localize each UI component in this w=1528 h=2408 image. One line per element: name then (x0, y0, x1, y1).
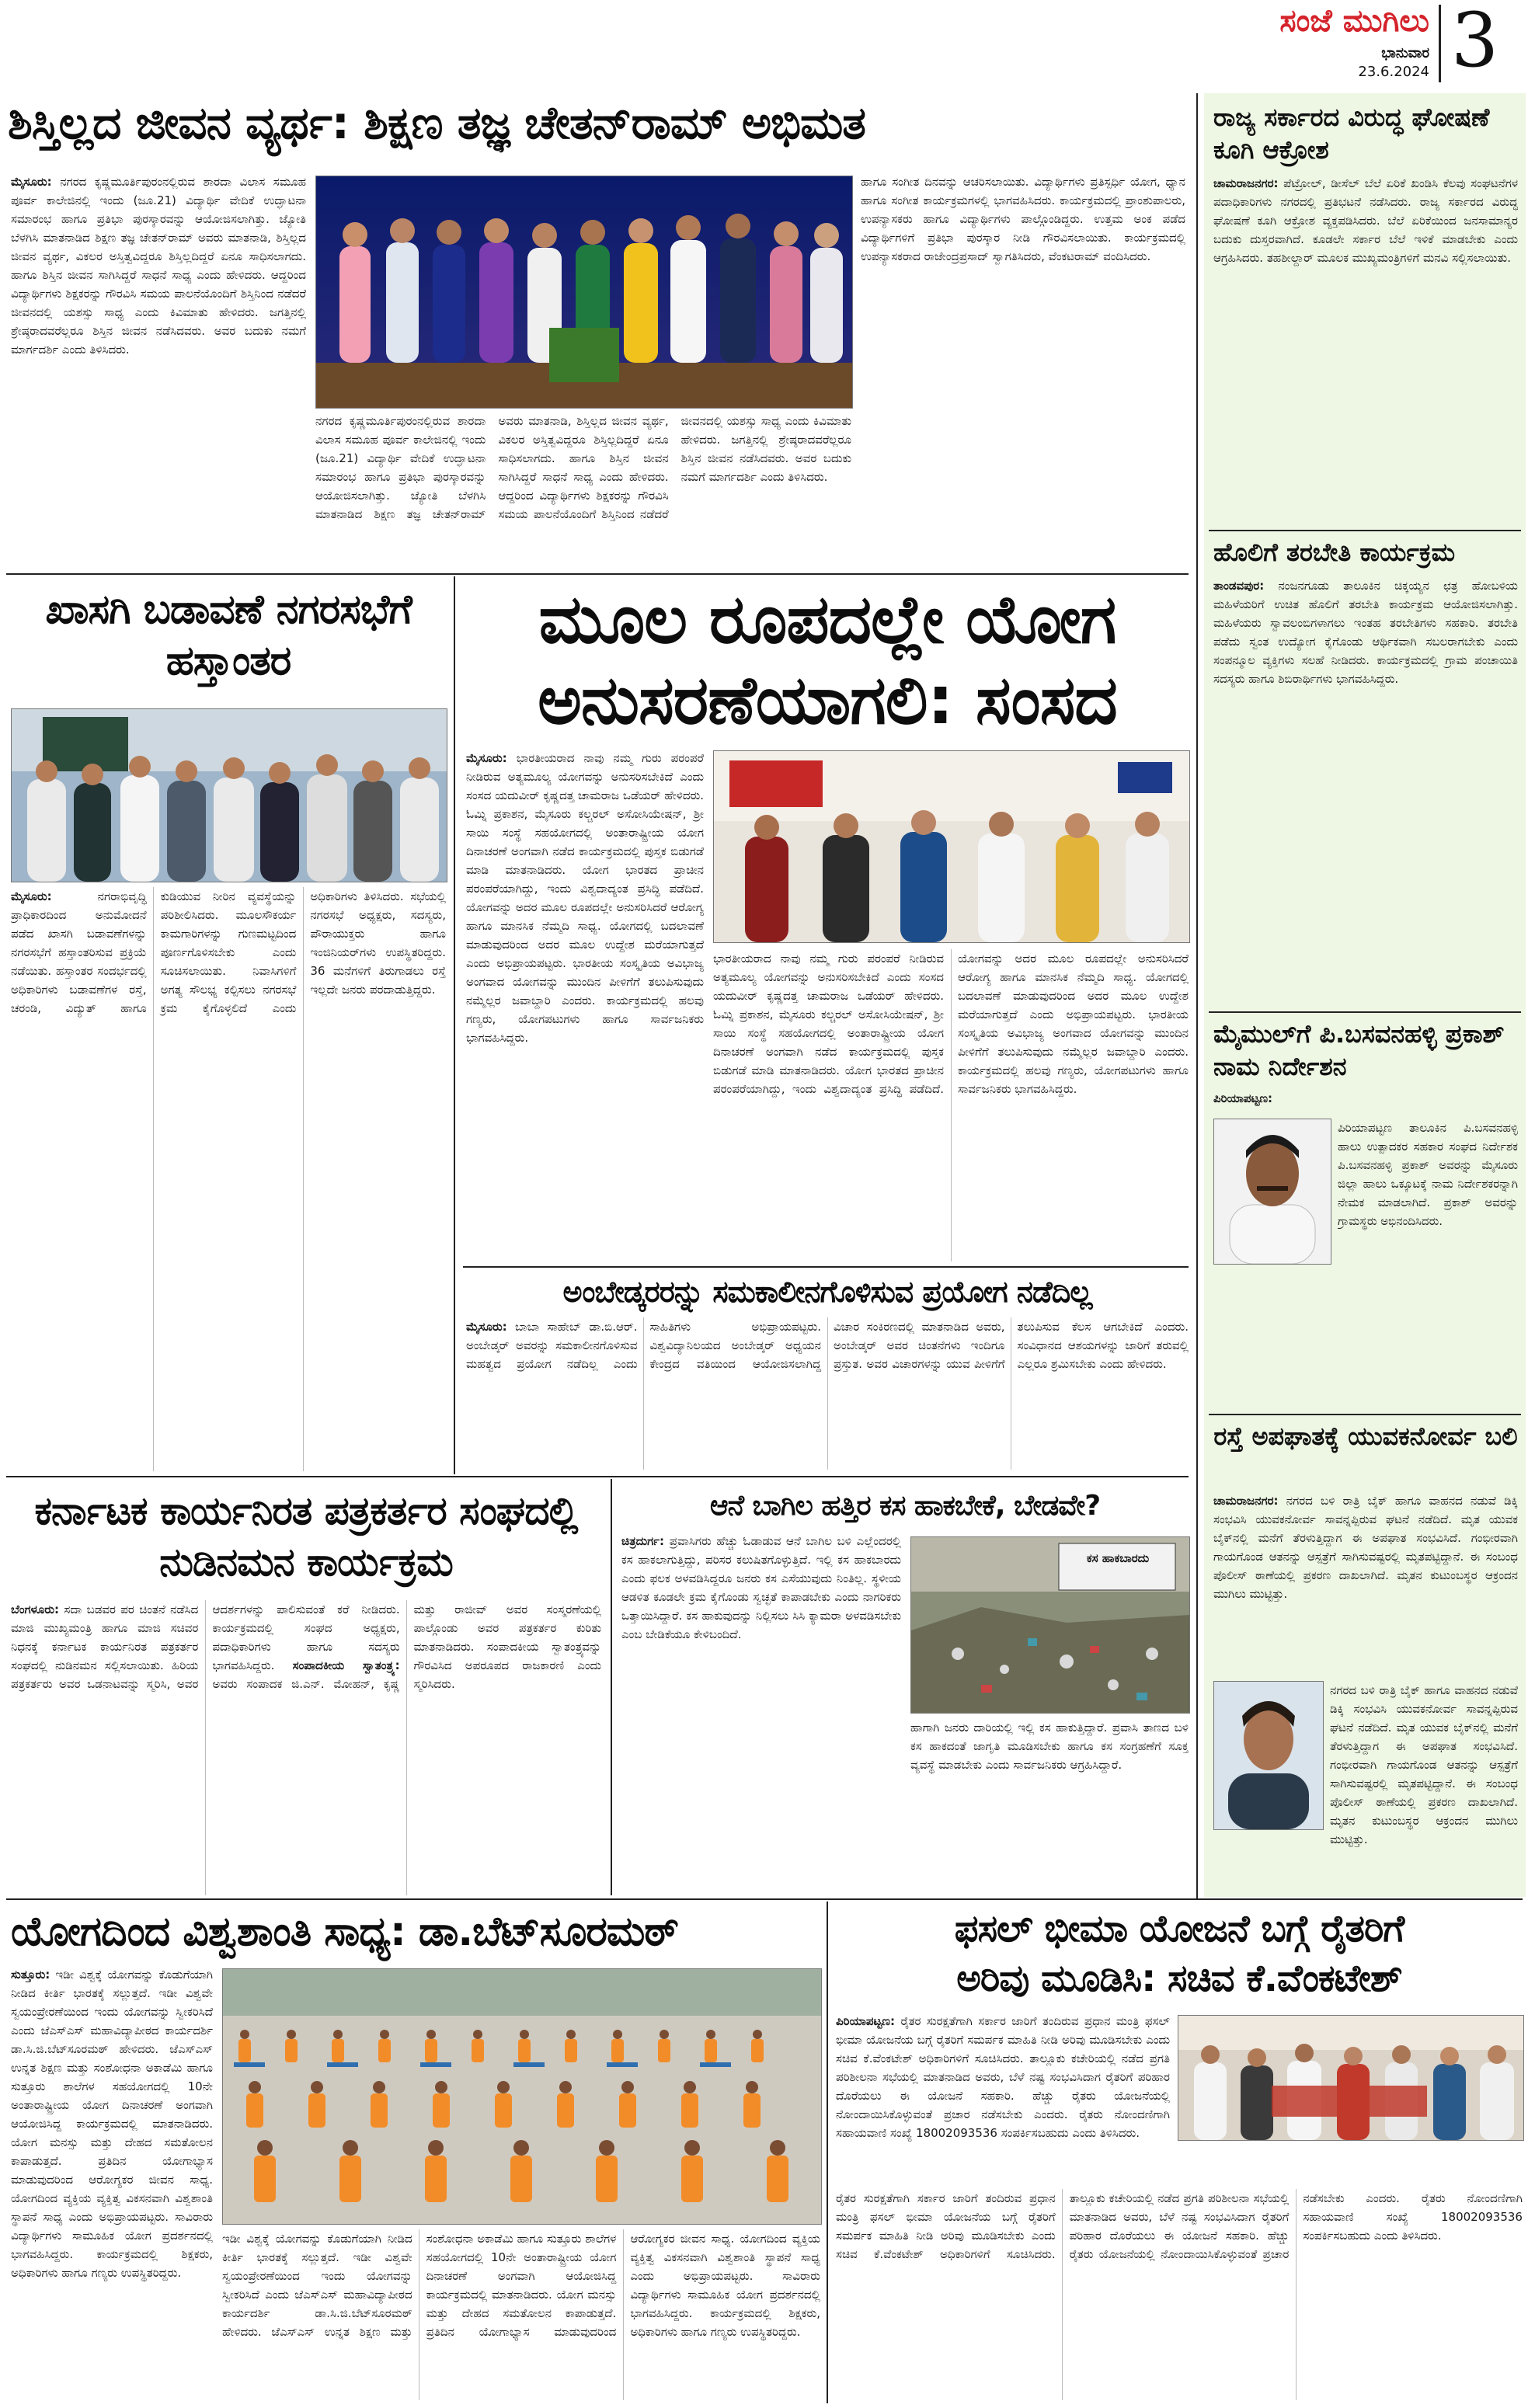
story7-headline: ಯೋಗದಿಂದ ವಿಶ್ವಶಾಂತಿ ಸಾಧ್ಯ: ಡಾ.ಬೆಟ್‌ಸೂರಮಠ್ (11, 1909, 678, 1955)
story2-headline: ಖಾಸಗಿ ಬಡಾವಣೆ ನಗರಸಭೆಗೆ ಹಸ್ತಾಂತರ (45, 586, 412, 684)
story3-photo (713, 750, 1190, 943)
story6-body2 (910, 1718, 1189, 1895)
rule-h2 (463, 1266, 1189, 1268)
sidebar (1204, 93, 1526, 1897)
story4-body-text: ಬಾಬಾ ಸಾಹೇಬ್ ಡಾ.ಬಿ.ಆರ್. ಅಂಬೇಡ್ಕರ್ ಅವರನ್ನು ಸಮಕಾಲೀನಗೊಳಿಸುವ ಮಹತ್ವದ ಪ್ರಯೋಗ ನಡೆದಿಲ್ಲ ಎಂದು ಸಾಹಿತಿಗಳು ಅಭಿಪ್ರಾಯಪಟ್ಟರು. ವಿಶ್ವವಿದ್ಯಾನಿಲಯದ ಅಂಬೇಡ್ಕರ್ ಅಧ್ಯಯನ ಕೇಂದ್ರದ ವತಿಯಿಂದ ಆಯೋಜಿಸಲಾಗಿದ್ದ ವಿಚಾರ ಸಂಕಿರಣದಲ್ಲಿ ಮಾತನಾಡಿದ ಅವರು, ಅಂಬೇಡ್ಕರ್ ಅವರ ಚಿಂತನೆಗಳು ಇಂದಿಗೂ ಪ್ರಸ್ತುತ. ಅವರ ವಿಚಾರಗಳನ್ನು ಯುವ ಪೀಳಿಗೆಗೆ ತಲುಪಿಸುವ ಕೆಲಸ ಆಗಬೇಕಿದೆ ಎಂದರು. ಸಂವಿಧಾನದ ಆಶಯಗಳನ್ನು ಜಾರಿಗೆ ತರುವಲ್ಲಿ ಎಲ್ಲರೂ ಶ್ರಮಿಸಬೇಕು ಎಂದು ಹೇಳಿದರು. (466, 1320, 1189, 1371)
masthead-divider (1439, 5, 1441, 82)
story5-sub-body: ಅವರು ಸಂಪಾದಕ ಜಿ.ಎನ್. ಮೋಹನ್, ಕೃಷ್ಣ ಮತ್ತು ರಾಜೀವ್ ಅವರ ಸಂಸ್ಮರಣೆಯಲ್ಲಿ ಪಾಲ್ಗೊಂಡು ಅವರ ಪತ್ರಕರ್ತರ ಕುರಿತು ಮಾತನಾಡಿದರು. ಸಂಪಾದಕೀಯ ಸ್ವಾತಂತ್ರ್ಯವನ್ನು ಗೌರವಿಸಿದ ಅಪರೂಪದ ರಾಜಕಾರಣಿ ಎಂದು ಸ್ಮರಿಸಿದರು. (212, 1602, 601, 1691)
story7-body-text: ಇಡೀ ವಿಶ್ವಕ್ಕೆ ಯೋಗವನ್ನು ಕೊಡುಗೆಯಾಗಿ ನೀಡಿದ ಕೀರ್ತಿ ಭಾರತಕ್ಕೆ ಸಲ್ಲುತ್ತದೆ. ಇಡೀ ವಿಶ್ವವೇ ಸ್ವಯಂಪ್ರೇರಣೆಯಿಂದ ಇಂದು ಯೋಗವನ್ನು ಸ್ವೀಕರಿಸಿದೆ ಎಂದು ಜೆಎಸ್‌ಎಸ್ ಮಹಾವಿದ್ಯಾಪೀಠದ ಕಾರ್ಯದರ್ಶಿ ಡಾ.ಸಿ.ಜಿ.ಬೆಟ್‌ಸೂರಮಠ್ ಹೇಳಿದರು. ಜೆಎಸ್‌ಎಸ್ ಉನ್ನತ ಶಿಕ್ಷಣ ಮತ್ತು ಸಂಶೋಧನಾ ಅಕಾಡೆಮಿ ಹಾಗೂ ಸುತ್ತೂರು ಶಾಲೆಗಳ ಸಹಯೋಗದಲ್ಲಿ 10ನೇ ಅಂತಾರಾಷ್ಟ್ರೀಯ ಯೋಗ ದಿನಾಚರಣೆ ಅಂಗವಾಗಿ ಆಯೋಜಿಸಿದ್ದ ಕಾರ್ಯಕ್ರಮದಲ್ಲಿ ಮಾತನಾಡಿದರು. ಯೋಗ ಮನಸ್ಸು ಮತ್ತು ದೇಹದ ಸಮತೋಲನ ಕಾಪಾಡುತ್ತದೆ. ಪ್ರತಿದಿನ ಯೋಗಾಭ್ಯಾಸ ಮಾಡುವುದರಿಂದ ಆರೋಗ್ಯಕರ ಜೀವನ ಸಾಧ್ಯ. ಯೋಗದಿಂದ ವ್ಯಕ್ತಿಯ ವ್ಯಕ್ತಿತ್ವ ವಿಕಸನವಾಗಿ ವಿಶ್ವಶಾಂತಿ ಸ್ಥಾಪನೆ ಸಾಧ್ಯ ಎಂದು ಅಭಿಪ್ರಾಯಪಟ್ಟರು. ಸಾವಿರಾರು ವಿದ್ಯಾರ್ಥಿಗಳು ಸಾಮೂಹಿಕ ಯೋಗ ಪ್ರದರ್ಶನದಲ್ಲಿ ಭಾಗವಹಿಸಿದ್ದರು. ಕಾರ್ಯಕ್ರಮದಲ್ಲಿ ಶಿಕ್ಷಕರು, ಅಧಿಕಾರಿಗಳು ಹಾಗೂ ಗಣ್ಯರು ಉಪಸ್ಥಿತರಿದ್ದರು. (11, 1968, 213, 2280)
sidebar-item4-body-bottom (1330, 1681, 1518, 1892)
sidebar-item1-headline: ರಾಜ್ಯ ಸರ್ಕಾರದ ವಿರುದ್ಧ ಘೋಷಣೆ ಕೂಗಿ ಆಕ್ರೋಶ (1213, 103, 1490, 165)
story6-body2-text: ಹಾಗಾಗಿ ಜನರು ದಾರಿಯಲ್ಲಿ ಇಲ್ಲಿ ಕಸ ಹಾಕುತ್ತಿದ್ದಾರೆ. ಪ್ರವಾಸಿ ತಾಣದ ಬಳಿ ಕಸ ಹಾಕದಂತೆ ಜಾಗೃತಿ ಮೂಡಿಸಬೇಕು ಹಾಗೂ ಕಸ ಸಂಗ್ರಹಣೆಗೆ ಸೂಕ್ತ ವ್ಯವಸ್ಥೆ ಮಾಡಬೇಕು ಎಂದು ಸಾರ್ವಜನಿಕರು ಆಗ್ರಹಿಸಿದ್ದಾರೆ. (910, 1721, 1189, 1772)
story8-body-top (836, 2012, 1170, 2183)
story2-body (11, 887, 446, 1471)
story3-headline-line2: ಅನುಸರಣೆಯಾಗಲಿ: ಸಂಸದ (538, 662, 1117, 739)
sidebar-item1-location: ಚಾಮರಾಜನಗರ: (1213, 176, 1279, 190)
story1-headline: ಶಿಸ್ತಿಲ್ಲದ ಜೀವನ ವ್ಯರ್ಥ: ಶಿಕ್ಷಣ ತಜ್ಞ ಚೇತನ್‌ರಾಮ್ ಅಭಿಮತ (8, 96, 866, 149)
sidebar-item2-text: ನಂಜನಗೂಡು ತಾಲೂಕಿನ ಚಿಕ್ಕಯ್ಯನ ಛತ್ರ ಹೋಬಳಿಯ ಮಹಿಳೆಯರಿಗೆ ಉಚಿತ ಹೊಲಿಗೆ ತರಬೇತಿ ಕಾರ್ಯಕ್ರಮ ಆಯೋಜಿಸಲಾಗಿತ್ತು. ಮಹಿಳೆಯರು ಸ್ವಾವಲಂಬಿಗಳಾಗಲು ಇಂತಹ ತರಬೇತಿಗಳು ಸಹಕಾರಿ. ತರಬೇತಿ ಪಡೆದು ಸ್ವಂತ ಉದ್ಯೋಗ ಕೈಗೊಂಡು ಆರ್ಥಿಕವಾಗಿ ಸಬಲರಾಗಬೇಕು ಎಂದು ಸಂಪನ್ಮೂಲ ವ್ಯಕ್ತಿಗಳು ಸಲಹೆ ನೀಡಿದರು. ಕಾರ್ಯಕ್ರಮದಲ್ಲಿ ಗ್ರಾಮ ಪಂಚಾಯಿತಿ ಸದಸ್ಯರು ಹಾಗೂ ಶಿಬಿರಾರ್ಥಿಗಳು ಭಾಗವಹಿಸಿದ್ದರು. (1213, 579, 1518, 686)
story2-photo (11, 708, 447, 882)
story8-body-bottom-text: ರೈತರ ಸುರಕ್ಷತೆಗಾಗಿ ಸರ್ಕಾರ ಜಾರಿಗೆ ತಂದಿರುವ ಪ್ರಧಾನ ಮಂತ್ರಿ ಫಸಲ್ ಭೀಮಾ ಯೋಜನೆಯ ಬಗ್ಗೆ ರೈತರಿಗೆ ಸಮರ್ಪಕ ಮಾಹಿತಿ ನೀಡಿ ಅರಿವು ಮೂಡಿಸಬೇಕು ಎಂದು ಸಚಿವ ಕೆ.ವೆಂಕಟೇಶ್ ಅಧಿಕಾರಿಗಳಿಗೆ ಸೂಚಿಸಿದರು. ತಾಲ್ಲೂಕು ಕಚೇರಿಯಲ್ಲಿ ನಡೆದ ಪ್ರಗತಿ ಪರಿಶೀಲನಾ ಸಭೆಯಲ್ಲಿ ಮಾತನಾಡಿದ ಅವರು, ಬೆಳೆ ನಷ್ಟ ಸಂಭವಿಸಿದಾಗ ರೈತರಿಗೆ ಪರಿಹಾರ ದೊರೆಯಲು ಈ ಯೋಜನೆ ಸಹಕಾರಿ. ಹೆಚ್ಚು ರೈತರು ಯೋಜನೆಯಲ್ಲಿ ನೋಂದಾಯಿಸಿಕೊಳ್ಳುವಂತೆ ಪ್ರಚಾರ ನಡೆಸಬೇಕು ಎಂದರು. ರೈತರು ನೋಂದಣಿಗಾಗಿ ಸಹಾಯವಾಣಿ ಸಂಖ್ಯೆ 18002093536 ಸಂಪರ್ಕಿಸಬಹುದು ಎಂದು ತಿಳಿಸಿದರು. (836, 2191, 1523, 2261)
sidebar-item4-headline: ರಸ್ತೆ ಅಪಘಾತಕ್ಕೆ ಯುವಕನೋರ್ವ ಬಲಿ (1213, 1421, 1518, 1451)
story7-body-right-text: ಇಡೀ ವಿಶ್ವಕ್ಕೆ ಯೋಗವನ್ನು ಕೊಡುಗೆಯಾಗಿ ನೀಡಿದ ಕೀರ್ತಿ ಭಾರತಕ್ಕೆ ಸಲ್ಲುತ್ತದೆ. ಇಡೀ ವಿಶ್ವವೇ ಸ್ವಯಂಪ್ರೇರಣೆಯಿಂದ ಇಂದು ಯೋಗವನ್ನು ಸ್ವೀಕರಿಸಿದೆ ಎಂದು ಜೆಎಸ್‌ಎಸ್ ಮಹಾವಿದ್ಯಾಪೀಠದ ಕಾರ್ಯದರ್ಶಿ ಡಾ.ಸಿ.ಜಿ.ಬೆಟ್‌ಸೂರಮಠ್ ಹೇಳಿದರು. ಜೆಎಸ್‌ಎಸ್ ಉನ್ನತ ಶಿಕ್ಷಣ ಮತ್ತು ಸಂಶೋಧನಾ ಅಕಾಡೆಮಿ ಹಾಗೂ ಸುತ್ತೂರು ಶಾಲೆಗಳ ಸಹಯೋಗದಲ್ಲಿ 10ನೇ ಅಂತಾರಾಷ್ಟ್ರೀಯ ಯೋಗ ದಿನಾಚರಣೆ ಅಂಗವಾಗಿ ಆಯೋಜಿಸಿದ್ದ ಕಾರ್ಯಕ್ರಮದಲ್ಲಿ ಮಾತನಾಡಿದರು. ಯೋಗ ಮನಸ್ಸು ಮತ್ತು ದೇಹದ ಸಮತೋಲನ ಕಾಪಾಡುತ್ತದೆ. ಪ್ರತಿದಿನ ಯೋಗಾಭ್ಯಾಸ ಮಾಡುವುದರಿಂದ ಆರೋಗ್ಯಕರ ಜೀವನ ಸಾಧ್ಯ. ಯೋಗದಿಂದ ವ್ಯಕ್ತಿಯ ವ್ಯಕ್ತಿತ್ವ ವಿಕಸನವಾಗಿ ವಿಶ್ವಶಾಂತಿ ಸ್ಥಾಪನೆ ಸಾಧ್ಯ ಎಂದು ಅಭಿಪ್ರಾಯಪಟ್ಟರು. ಸಾವಿರಾರು ವಿದ್ಯಾರ್ಥಿಗಳು ಸಾಮೂಹಿಕ ಯೋಗ ಪ್ರದರ್ಶನದಲ್ಲಿ ಭಾಗವಹಿಸಿದ್ದರು. ಕಾರ್ಯಕ್ರಮದಲ್ಲಿ ಶಿಕ್ಷಕರು, ಅಧಿಕಾರಿಗಳು ಹಾಗೂ ಗಣ್ಯರು ಉಪಸ್ಥಿತರಿದ್ದರು. (222, 2232, 820, 2339)
sidebar-rule3 (1209, 1414, 1521, 1415)
sidebar-item2-location: ತಾಂಡವಪುರ: (1213, 579, 1265, 593)
sidebar-item4-text: ನಗರದ ಬಳಿ ರಾತ್ರಿ ಬೈಕ್ ಹಾಗೂ ವಾಹನದ ನಡುವೆ ಡಿಕ್ಕಿ ಸಂಭವಿಸಿ ಯುವಕನೋರ್ವ ಸಾವನ್ನಪ್ಪಿರುವ ಘಟನೆ ನಡೆದಿದೆ. ಮೃತ ಯುವಕ ಬೈಕ್‌ನಲ್ಲಿ ಮನೆಗೆ ತೆರಳುತ್ತಿದ್ದಾಗ ಈ ಅಪಘಾತ ಸಂಭವಿಸಿದೆ. ಗಂಭೀರವಾಗಿ ಗಾಯಗೊಂಡ ಆತನನ್ನು ಆಸ್ಪತ್ರೆಗೆ ಸಾಗಿಸುವಷ್ಟರಲ್ಲಿ ಮೃತಪಟ್ಟಿದ್ದಾನೆ. ಈ ಸಂಬಂಧ ಪೊಲೀಸ್ ಠಾಣೆಯಲ್ಲಿ ಪ್ರಕರಣ ದಾಖಲಾಗಿದೆ. ಮೃತನ ಕುಟುಂಬಸ್ಥರ ಆಕ್ರಂದನ ಮುಗಿಲು ಮುಟ್ಟಿತ್ತು. (1213, 1494, 1518, 1601)
rule-v-sidebar (1196, 93, 1198, 1898)
rule-v2 (611, 1479, 612, 1895)
story5-sub-location: ಸಂಪಾದಕೀಯ ಸ್ವಾತಂತ್ರ್ಯ: (292, 1658, 400, 1672)
story1-body-middle (315, 412, 851, 567)
rule-v3 (827, 1902, 828, 2403)
sidebar-item2-body (1213, 576, 1518, 1008)
rule-h4 (6, 1898, 1523, 1900)
story8-body-text: ರೈತರ ಸುರಕ್ಷತೆಗಾಗಿ ಸರ್ಕಾರ ಜಾರಿಗೆ ತಂದಿರುವ ಪ್ರಧಾನ ಮಂತ್ರಿ ಫಸಲ್ ಭೀಮಾ ಯೋಜನೆಯ ಬಗ್ಗೆ ರೈತರಿಗೆ ಸಮರ್ಪಕ ಮಾಹಿತಿ ನೀಡಿ ಅರಿವು ಮೂಡಿಸಬೇಕು ಎಂದು ಸಚಿವ ಕೆ.ವೆಂಕಟೇಶ್ ಅಧಿಕಾರಿಗಳಿಗೆ ಸೂಚಿಸಿದರು. ತಾಲ್ಲೂಕು ಕಚೇರಿಯಲ್ಲಿ ನಡೆದ ಪ್ರಗತಿ ಪರಿಶೀಲನಾ ಸಭೆಯಲ್ಲಿ ಮಾತನಾಡಿದ ಅವರು, ಬೆಳೆ ನಷ್ಟ ಸಂಭವಿಸಿದಾಗ ರೈತರಿಗೆ ಪರಿಹಾರ ದೊರೆಯಲು ಈ ಯೋಜನೆ ಸಹಕಾರಿ. ಹೆಚ್ಚು ರೈತರು ಯೋಜನೆಯಲ್ಲಿ ನೋಂದಾಯಿಸಿಕೊಳ್ಳುವಂತೆ ಪ್ರಚಾರ ನಡೆಸಬೇಕು ಎಂದರು. ರೈತರು ನೋಂದಣಿಗಾಗಿ ಸಹಾಯವಾಣಿ ಸಂಖ್ಯೆ 18002093536 ಸಂಪರ್ಕಿಸಬಹುದು ಎಂದು ತಿಳಿಸಿದರು. (836, 2014, 1170, 2140)
story3-body-left (466, 749, 704, 1261)
story1-body-right (861, 172, 1185, 569)
story6-location: ಚಿತ್ರದುರ್ಗ: (621, 1534, 665, 1548)
sidebar-item4-photo (1213, 1681, 1324, 1830)
sidebar-item2-headline: ಹೊಲಿಗೆ ತರಬೇತಿ ಕಾರ್ಯಕ್ರಮ (1213, 538, 1456, 567)
story5-body (11, 1600, 601, 1895)
story4-headline: ಅಂಬೇಡ್ಕರರನ್ನು ಸಮಕಾಲೀನಗೊಳಿಸುವ ಪ್ರಯೋಗ ನಡೆದಿಲ್ಲ (562, 1275, 1092, 1309)
story7-body-left (11, 1965, 213, 2400)
story4-body (466, 1317, 1189, 1470)
sidebar-item3-photo (1213, 1119, 1331, 1265)
story3-location: ಮೈಸೂರು: (466, 751, 507, 765)
rule-h3 (6, 1476, 1189, 1477)
sidebar-item3-location: ಪಿರಿಯಾಪಟ್ಟಣ: (1213, 1091, 1273, 1105)
story1-photo (315, 176, 853, 409)
story2-location: ಮೈಸೂರು: (11, 889, 52, 903)
story3-body-right-text: ಭಾರತೀಯರಾದ ನಾವು ನಮ್ಮ ಗುರು ಪರಂಪರೆ ನೀಡಿರುವ ಅತ್ಯಮೂಲ್ಯ ಯೋಗವನ್ನು ಅನುಸರಿಸಬೇಕಿದೆ ಎಂದು ಸಂಸದ ಯದುವೀರ್ ಕೃಷ್ಣದತ್ತ ಚಾಮರಾಜ ಒಡೆಯರ್ ಹೇಳಿದರು. ಓಮ್ನಿ ಪ್ರಕಾಶನ, ಮೈಸೂರು ಕಲ್ಚರಲ್ ಅಸೋಸಿಯೇಷನ್, ಶ್ರೀ ಸಾಯಿ ಸಂಸ್ಥೆ ಸಹಯೋಗದಲ್ಲಿ ಅಂತಾರಾಷ್ಟ್ರೀಯ ಯೋಗ ದಿನಾಚರಣೆ ಅಂಗವಾಗಿ ನಡೆದ ಕಾರ್ಯಕ್ರಮದಲ್ಲಿ ಪುಸ್ತಕ ಬಿಡುಗಡೆ ಮಾಡಿ ಮಾತನಾಡಿದರು. ಯೋಗ ಭಾರತದ ಪ್ರಾಚೀನ ಪರಂಪರೆಯಾಗಿದ್ದು, ಇಂದು ವಿಶ್ವದಾದ್ಯಂತ ಪ್ರಸಿದ್ಧಿ ಪಡೆದಿದೆ. ಯೋಗವನ್ನು ಅದರ ಮೂಲ ರೂಪದಲ್ಲೇ ಅನುಸರಿಸಿದರೆ ಆರೋಗ್ಯ ಹಾಗೂ ಮಾನಸಿಕ ನೆಮ್ಮದಿ ಸಾಧ್ಯ. ಯೋಗದಲ್ಲಿ ಬದಲಾವಣೆ ಮಾಡುವುದರಿಂದ ಅದರ ಮೂಲ ಉದ್ದೇಶ ಮರೆಯಾಗುತ್ತದೆ ಎಂದು ಅಭಿಪ್ರಾಯಪಟ್ಟರು. ಭಾರತೀಯ ಸಂಸ್ಕೃತಿಯ ಅವಿಭಾಜ್ಯ ಅಂಗವಾದ ಯೋಗವನ್ನು ಮುಂದಿನ ಪೀಳಿಗೆಗೆ ತಲುಪಿಸುವುದು ನಮ್ಮೆಲ್ಲರ ಜವಾಬ್ದಾರಿ ಎಂದರು. ಕಾರ್ಯಕ್ರಮದಲ್ಲಿ ಹಲವು ಗಣ್ಯರು, ಯೋಗಪಟುಗಳು ಹಾಗೂ ಸಾರ್ವಜನಿಕರು ಭಾಗವಹಿಸಿದ್ದರು. (713, 952, 1189, 1096)
story3-body-right (713, 949, 1189, 1261)
story1-location: ಮೈಸೂರು: (11, 175, 52, 189)
story1-body-right-text: ಹಾಗೂ ಸಂಗೀತ ದಿನವನ್ನು ಆಚರಿಸಲಾಯಿತು. ವಿದ್ಯಾರ್ಥಿಗಳು ಪ್ರತಿಸ್ಪರ್ಧಿ ಯೋಗ, ಧ್ಯಾನ ಹಾಗೂ ಸಂಗೀತ ಕಾರ್ಯಕ್ರಮಗಳಲ್ಲಿ ಭಾಗವಹಿಸಿದರು. ಕಾರ್ಯಕ್ರಮದಲ್ಲಿ ಪ್ರಾಂಶುಪಾಲರು, ಉಪನ್ಯಾಸಕರು ಹಾಗೂ ವಿದ್ಯಾರ್ಥಿಗಳು ಪಾಲ್ಗೊಂಡಿದ್ದರು. ಉತ್ತಮ ಅಂಕ ಪಡೆದ ವಿದ್ಯಾರ್ಥಿಗಳಿಗೆ ಪ್ರತಿಭಾ ಪುರಸ್ಕಾರ ನೀಡಿ ಗೌರವಿಸಲಾಯಿತು. ಕಾರ್ಯಕ್ರಮದಲ್ಲಿ ಉಪನ್ಯಾಸಕರಾದ ರಾಜೇಂದ್ರಪ್ರಸಾದ್ ಸ್ವಾಗತಿಸಿದರು, ವೆಂಕಟರಾಮ್ ವಂದಿಸಿದರು. (861, 175, 1185, 263)
sidebar-item4-location: ಚಾಮರಾಜನಗರ: (1213, 1494, 1279, 1508)
sidebar-item1-text: ಪೆಟ್ರೋಲ್, ಡೀಸೆಲ್ ಬೆಲೆ ಏರಿಕೆ ಖಂಡಿಸಿ ಕೆಲವು ಸಂಘಟನೆಗಳ ಪದಾಧಿಕಾರಿಗಳು ನಗರದಲ್ಲಿ ಪ್ರತಿಭಟನೆ ನಡೆಸಿದರು. ರಾಜ್ಯ ಸರ್ಕಾರದ ವಿರುದ್ಧ ಘೋಷಣೆ ಕೂಗಿ ಆಕ್ರೋಶ ವ್ಯಕ್ತಪಡಿಸಿದರು. ಬೆಲೆ ಏರಿಕೆಯಿಂದ ಜನಸಾಮಾನ್ಯರ ಬದುಕು ದುಸ್ತರವಾಗಿದೆ. ಕೂಡಲೇ ಸರ್ಕಾರ ಬೆಲೆ ಇಳಿಕೆ ಮಾಡಬೇಕು ಎಂದು ಆಗ್ರಹಿಸಿದರು. ತಹಶೀಲ್ದಾರ್ ಮೂಲಕ ಮುಖ್ಯಮಂತ್ರಿಗಳಿಗೆ ಮನವಿ ಸಲ್ಲಿಸಲಾಯಿತು. (1213, 176, 1518, 265)
story8-location: ಪಿರಿಯಾಪಟ್ಟಣ: (836, 2014, 896, 2028)
rule-v1 (454, 576, 455, 1474)
story1-body-text: ನಗರದ ಕೃಷ್ಣಮೂರ್ತಿಪುರಂನಲ್ಲಿರುವ ಶಾರದಾ ವಿಲಾಸ ಸಮೂಹ ಪೂರ್ವ ಕಾಲೇಜಿನಲ್ಲಿ ಇಂದು (ಜೂ.21) ವಿದ್ಯಾರ್ಥಿ ವೇದಿಕೆ ಉದ್ಘಾಟನಾ ಸಮಾರಂಭ ಹಾಗೂ ಪ್ರತಿಭಾ ಪುರಸ್ಕಾರವನ್ನು ಆಯೋಜಿಸಲಾಗಿತ್ತು. ಜ್ಯೋತಿ ಬೆಳಗಿಸಿ ಮಾತನಾಡಿದ ಶಿಕ್ಷಣ ತಜ್ಞ ಚೇತನ್‌ರಾಮ್ ಅವರು ಮಾತನಾಡಿ, ಶಿಸ್ತಿಲ್ಲದ ಜೀವನ ವ್ಯರ್ಥ, ವಿಕಲರ ಅಸ್ತಿತ್ವವಿದ್ದರೂ ಶಿಸ್ತಿಲ್ಲದಿದ್ದರೆ ಏನೂ ಸಾಧಿಸಲಾಗದು. ಹಾಗೂ ಶಿಸ್ತಿನ ಜೀವನ ಸಾಗಿಸಿದ್ದರೆ ಸಾಧನೆ ಸಾಧ್ಯ ಎಂದು ಹೇಳಿದರು. ಆದ್ದರಿಂದ ವಿದ್ಯಾರ್ಥಿಗಳು ಶಿಕ್ಷಕರನ್ನು ಗೌರವಿಸಿ ಸಮಯ ಪಾಲನೆಯೊಂದಿಗೆ ಶಿಸ್ತಿನಿಂದ ನಡೆದರೆ ಜೀವನದಲ್ಲಿ ಯಶಸ್ಸು ಸಾಧ್ಯ ಎಂದು ಕಿವಿಮಾತು ಹೇಳಿದರು. ಜಗತ್ತಿನಲ್ಲಿ ಶ್ರೇಷ್ಠರಾದವರೆಲ್ಲರೂ ಶಿಸ್ತಿನ ಜೀವನ ನಡೆಸಿದವರು. ಅವರ ಬದುಕು ನಮಗೆ ಮಾರ್ಗದರ್ಶಿ ಎಂದು ತಿಳಿಸಿದರು. (11, 175, 306, 357)
sidebar-item4-body-top (1213, 1491, 1518, 1675)
sidebar-rule1 (1209, 530, 1521, 531)
sidebar-item1-body (1213, 174, 1518, 527)
story7-photo (222, 1968, 822, 2225)
story8-headline-line1: ಫಸಲ್ ಭೀಮಾ ಯೋಜನೆ ಬಗ್ಗೆ ರೈತರಿಗೆ (954, 1907, 1404, 1950)
page-number: 3 (1451, 0, 1499, 84)
masthead (1165, 0, 1528, 90)
story1-body-middle-text: ನಗರದ ಕೃಷ್ಣಮೂರ್ತಿಪುರಂನಲ್ಲಿರುವ ಶಾರದಾ ವಿಲಾಸ ಸಮೂಹ ಪೂರ್ವ ಕಾಲೇಜಿನಲ್ಲಿ ಇಂದು (ಜೂ.21) ವಿದ್ಯಾರ್ಥಿ ವೇದಿಕೆ ಉದ್ಘಾಟನಾ ಸಮಾರಂಭ ಹಾಗೂ ಪ್ರತಿಭಾ ಪುರಸ್ಕಾರವನ್ನು ಆಯೋಜಿಸಲಾಗಿತ್ತು. ಜ್ಯೋತಿ ಬೆಳಗಿಸಿ ಮಾತನಾಡಿದ ಶಿಕ್ಷಣ ತಜ್ಞ ಚೇತನ್‌ರಾಮ್ ಅವರು ಮಾತನಾಡಿ, ಶಿಸ್ತಿಲ್ಲದ ಜೀವನ ವ್ಯರ್ಥ, ವಿಕಲರ ಅಸ್ತಿತ್ವವಿದ್ದರೂ ಶಿಸ್ತಿಲ್ಲದಿದ್ದರೆ ಏನೂ ಸಾಧಿಸಲಾಗದು. ಹಾಗೂ ಶಿಸ್ತಿನ ಜೀವನ ಸಾಗಿಸಿದ್ದರೆ ಸಾಧನೆ ಸಾಧ್ಯ ಎಂದು ಹೇಳಿದರು. ಆದ್ದರಿಂದ ವಿದ್ಯಾರ್ಥಿಗಳು ಶಿಕ್ಷಕರನ್ನು ಗೌರವಿಸಿ ಸಮಯ ಪಾಲನೆಯೊಂದಿಗೆ ಶಿಸ್ತಿನಿಂದ ನಡೆದರೆ ಜೀವನದಲ್ಲಿ ಯಶಸ್ಸು ಸಾಧ್ಯ ಎಂದು ಕಿವಿಮಾತು ಹೇಳಿದರು. ಜಗತ್ತಿನಲ್ಲಿ ಶ್ರೇಷ್ಠರಾದವರೆಲ್ಲರೂ ಶಿಸ್ತಿನ ಜೀವನ ನಡೆಸಿದವರು. ಅವರ ಬದುಕು ನಮಗೆ ಮಾರ್ಗದರ್ಶಿ ಎಂದು ತಿಳಿಸಿದರು. (315, 414, 851, 521)
story6-body (621, 1532, 901, 1895)
story8-headline-line2: ಅರಿವು ಮೂಡಿಸಿ: ಸಚಿವ ಕೆ.ವೆಂಕಟೇಶ್ (956, 1957, 1402, 2000)
story4-location: ಮೈಸೂರು: (466, 1320, 507, 1334)
rule-h1 (6, 573, 1189, 575)
story3-headline-line1: ಮೂಲ ರೂಪದಲ್ಲೇ ಯೋಗ (538, 581, 1116, 659)
story7-body-right (222, 2229, 820, 2400)
masthead-day: ಭಾನುವಾರ (1381, 45, 1429, 61)
story2-body-text: ನಗರಾಭಿವೃದ್ಧಿ ಪ್ರಾಧಿಕಾರದಿಂದ ಅನುಮೋದನೆ ಪಡೆದ ಖಾಸಗಿ ಬಡಾವಣೆಗಳನ್ನು ನಗರಸಭೆಗೆ ಹಸ್ತಾಂತರಿಸುವ ಪ್ರಕ್ರಿಯೆ ನಡೆಯಿತು. ಹಸ್ತಾಂತರ ಸಂದರ್ಭದಲ್ಲಿ ಅಧಿಕಾರಿಗಳು ಬಡಾವಣೆಗಳ ರಸ್ತೆ, ಚರಂಡಿ, ವಿದ್ಯುತ್ ಹಾಗೂ ಕುಡಿಯುವ ನೀರಿನ ವ್ಯವಸ್ಥೆಯನ್ನು ಪರಿಶೀಲಿಸಿದರು. ಮೂಲಸೌಕರ್ಯ ಕಾಮಗಾರಿಗಳನ್ನು ಗುಣಮಟ್ಟದಿಂದ ಪೂರ್ಣಗೊಳಿಸಬೇಕು ಎಂದು ಸೂಚಿಸಲಾಯಿತು. ನಿವಾಸಿಗಳಿಗೆ ಅಗತ್ಯ ಸೌಲಭ್ಯ ಕಲ್ಪಿಸಲು ನಗರಸಭೆ ಕ್ರಮ ಕೈಗೊಳ್ಳಲಿದೆ ಎಂದು ಅಧಿಕಾರಿಗಳು ತಿಳಿಸಿದರು. ಸಭೆಯಲ್ಲಿ ನಗರಸಭೆ ಅಧ್ಯಕ್ಷರು, ಸದಸ್ಯರು, ಪೌರಾಯುಕ್ತರು ಹಾಗೂ ಇಂಜಿನಿಯರ್‌ಗಳು ಉಪಸ್ಥಿತರಿದ್ದರು. 36 ಮನೆಗಳಿಗೆ ತಿರುಗಾಡಲು ರಸ್ತೆ ಇಲ್ಲದೇ ಜನರು ಪರದಾಡುತ್ತಿದ್ದರು. (11, 889, 446, 1015)
story5-body-text: ಸದಾ ಬಡವರ ಪರ ಚಿಂತನೆ ನಡೆಸಿದ ಮಾಜಿ ಮುಖ್ಯಮಂತ್ರಿ ಹಾಗೂ ಮಾಜಿ ಸಚಿವರ ನಿಧನಕ್ಕೆ ಕರ್ನಾಟಕ ಕಾರ್ಯನಿರತ ಪತ್ರಕರ್ತರ ಸಂಘದಲ್ಲಿ ನುಡಿನಮನ ಸಲ್ಲಿಸಲಾಯಿತು. ಹಿರಿಯ ಪತ್ರಕರ್ತರು ಅವರ ಒಡನಾಟವನ್ನು ಸ್ಮರಿಸಿ, ಅವರ ಆದರ್ಶಗಳನ್ನು ಪಾಲಿಸುವಂತೆ ಕರೆ ನೀಡಿದರು. ಕಾರ್ಯಕ್ರಮದಲ್ಲಿ ಸಂಘದ ಅಧ್ಯಕ್ಷರು, ಪದಾಧಿಕಾರಿಗಳು ಹಾಗೂ ಸದಸ್ಯರು ಭಾಗವಹಿಸಿದ್ದರು. (11, 1602, 400, 1691)
sidebar-item3-headline: ಮೈಮುಲ್‌ಗೆ ಪಿ.ಬಸವನಹಳ್ಳಿ ಪ್ರಕಾಶ್ ನಾಮ ನಿರ್ದೇಶನ (1213, 1019, 1505, 1081)
story6-body-text: ಪ್ರವಾಸಿಗರು ಹೆಚ್ಚು ಓಡಾಡುವ ಆನೆ ಬಾಗಿಲ ಬಳಿ ಎಲ್ಲೆಂದರಲ್ಲಿ ಕಸ ಹಾಕಲಾಗುತ್ತಿದ್ದು, ಪರಿಸರ ಕಲುಷಿತಗೊಳ್ಳುತ್ತಿದೆ. ಇಲ್ಲಿ ಕಸ ಹಾಕಬಾರದು ಎಂದು ಫಲಕ ಅಳವಡಿಸಿದ್ದರೂ ಜನರು ಕಸ ಎಸೆಯುವುದು ನಿಂತಿಲ್ಲ. ಸ್ಥಳೀಯ ಆಡಳಿತ ಕೂಡಲೇ ಕ್ರಮ ಕೈಗೊಂಡು ಸ್ವಚ್ಛತೆ ಕಾಪಾಡಬೇಕು ಎಂದು ನಾಗರಿಕರು ಒತ್ತಾಯಿಸಿದ್ದಾರೆ. ಕಸ ಹಾಕುವುದನ್ನು ನಿಲ್ಲಿಸಲು ಸಿಸಿ ಕ್ಯಾಮರಾ ಅಳವಡಿಸಬೇಕು ಎಂಬ ಬೇಡಿಕೆಯೂ ಕೇಳಿಬಂದಿದೆ. (621, 1534, 901, 1641)
story6-photo (910, 1536, 1190, 1714)
sidebar-item4-text-2: ನಗರದ ಬಳಿ ರಾತ್ರಿ ಬೈಕ್ ಹಾಗೂ ವಾಹನದ ನಡುವೆ ಡಿಕ್ಕಿ ಸಂಭವಿಸಿ ಯುವಕನೋರ್ವ ಸಾವನ್ನಪ್ಪಿರುವ ಘಟನೆ ನಡೆದಿದೆ. ಮೃತ ಯುವಕ ಬೈಕ್‌ನಲ್ಲಿ ಮನೆಗೆ ತೆರಳುತ್ತಿದ್ದಾಗ ಈ ಅಪಘಾತ ಸಂಭವಿಸಿದೆ. ಗಂಭೀರವಾಗಿ ಗಾಯಗೊಂಡ ಆತನನ್ನು ಆಸ್ಪತ್ರೆಗೆ ಸಾಗಿಸುವಷ್ಟರಲ್ಲಿ ಮೃತಪಟ್ಟಿದ್ದಾನೆ. ಈ ಸಂಬಂಧ ಪೊಲೀಸ್ ಠಾಣೆಯಲ್ಲಿ ಪ್ರಕರಣ ದಾಖಲಾಗಿದೆ. ಮೃತನ ಕುಟುಂಬಸ್ಥರ ಆಕ್ರಂದನ ಮುಗಿಲು ಮುಟ್ಟಿತ್ತು. (1330, 1683, 1518, 1846)
masthead-brand: ಸಂಜೆ ಮುಗಿಲು (1279, 3, 1429, 39)
story5-location: ಬೆಂಗಳೂರು: (11, 1602, 60, 1616)
sidebar-item3-text: ಪಿರಿಯಾಪಟ್ಟಣ ತಾಲೂಕಿನ ಪಿ.ಬಸವನಹಳ್ಳಿ ಹಾಲು ಉತ್ಪಾದಕರ ಸಹಕಾರ ಸಂಘದ ನಿರ್ದೇಶಕ ಪಿ.ಬಸವನಹಳ್ಳಿ ಪ್ರಕಾಶ್ ಅವರನ್ನು ಮೈಸೂರು ಜಿಲ್ಲಾ ಹಾಲು ಒಕ್ಕೂಟಕ್ಕೆ ನಾಮ ನಿರ್ದೇಶಕರನ್ನಾಗಿ ನೇಮಕ ಮಾಡಲಾಗಿದೆ. ಪ್ರಕಾಶ್ ಅವರನ್ನು ಗ್ರಾಮಸ್ಥರು ಅಭಿನಂದಿಸಿದರು. (1338, 1121, 1518, 1228)
sidebar-rule2 (1209, 1011, 1521, 1013)
story8-body-bottom (836, 2189, 1523, 2400)
story5-headline: ಕರ್ನಾಟಕ ಕಾರ್ಯನಿರತ ಪತ್ರಕರ್ತರ ಸಂಘದಲ್ಲಿ ನುಡಿನಮನ ಕಾರ್ಯಕ್ರಮ (34, 1488, 578, 1585)
sidebar-item3-body (1338, 1119, 1518, 1411)
masthead-date: 23.6.2024 (1358, 64, 1429, 80)
story6-headline: ಆನೆ ಬಾಗಿಲ ಹತ್ತಿರ ಕಸ ಹಾಕಬೇಕೆ, ಬೇಡವೇ? (709, 1490, 1101, 1522)
story3-body-text: ಭಾರತೀಯರಾದ ನಾವು ನಮ್ಮ ಗುರು ಪರಂಪರೆ ನೀಡಿರುವ ಅತ್ಯಮೂಲ್ಯ ಯೋಗವನ್ನು ಅನುಸರಿಸಬೇಕಿದೆ ಎಂದು ಸಂಸದ ಯದುವೀರ್ ಕೃಷ್ಣದತ್ತ ಚಾಮರಾಜ ಒಡೆಯರ್ ಹೇಳಿದರು. ಓಮ್ನಿ ಪ್ರಕಾಶನ, ಮೈಸೂರು ಕಲ್ಚರಲ್ ಅಸೋಸಿಯೇಷನ್, ಶ್ರೀ ಸಾಯಿ ಸಂಸ್ಥೆ ಸಹಯೋಗದಲ್ಲಿ ಅಂತಾರಾಷ್ಟ್ರೀಯ ಯೋಗ ದಿನಾಚರಣೆ ಅಂಗವಾಗಿ ನಡೆದ ಕಾರ್ಯಕ್ರಮದಲ್ಲಿ ಪುಸ್ತಕ ಬಿಡುಗಡೆ ಮಾಡಿ ಮಾತನಾಡಿದರು. ಯೋಗ ಭಾರತದ ಪ್ರಾಚೀನ ಪರಂಪರೆಯಾಗಿದ್ದು, ಇಂದು ವಿಶ್ವದಾದ್ಯಂತ ಪ್ರಸಿದ್ಧಿ ಪಡೆದಿದೆ. ಯೋಗವನ್ನು ಅದರ ಮೂಲ ರೂಪದಲ್ಲೇ ಅನುಸರಿಸಿದರೆ ಆರೋಗ್ಯ ಹಾಗೂ ಮಾನಸಿಕ ನೆಮ್ಮದಿ ಸಾಧ್ಯ. ಯೋಗದಲ್ಲಿ ಬದಲಾವಣೆ ಮಾಡುವುದರಿಂದ ಅದರ ಮೂಲ ಉದ್ದೇಶ ಮರೆಯಾಗುತ್ತದೆ ಎಂದು ಅಭಿಪ್ರಾಯಪಟ್ಟರು. ಭಾರತೀಯ ಸಂಸ್ಕೃತಿಯ ಅವಿಭಾಜ್ಯ ಅಂಗವಾದ ಯೋಗವನ್ನು ಮುಂದಿನ ಪೀಳಿಗೆಗೆ ತಲುಪಿಸುವುದು ನಮ್ಮೆಲ್ಲರ ಜವಾಬ್ದಾರಿ ಎಂದರು. ಕಾರ್ಯಕ್ರಮದಲ್ಲಿ ಹಲವು ಗಣ್ಯರು, ಯೋಗಪಟುಗಳು ಹಾಗೂ ಸಾರ್ವಜನಿಕರು ಭಾಗವಹಿಸಿದ್ದರು. (466, 751, 704, 1045)
story7-location: ಸುತ್ತೂರು: (11, 1968, 50, 1982)
story8-photo (1178, 2015, 1524, 2141)
story6-sign-text: ಕಸ ಹಾಕಬಾರದು (1086, 1551, 1150, 1565)
story1-body-left (11, 172, 306, 569)
